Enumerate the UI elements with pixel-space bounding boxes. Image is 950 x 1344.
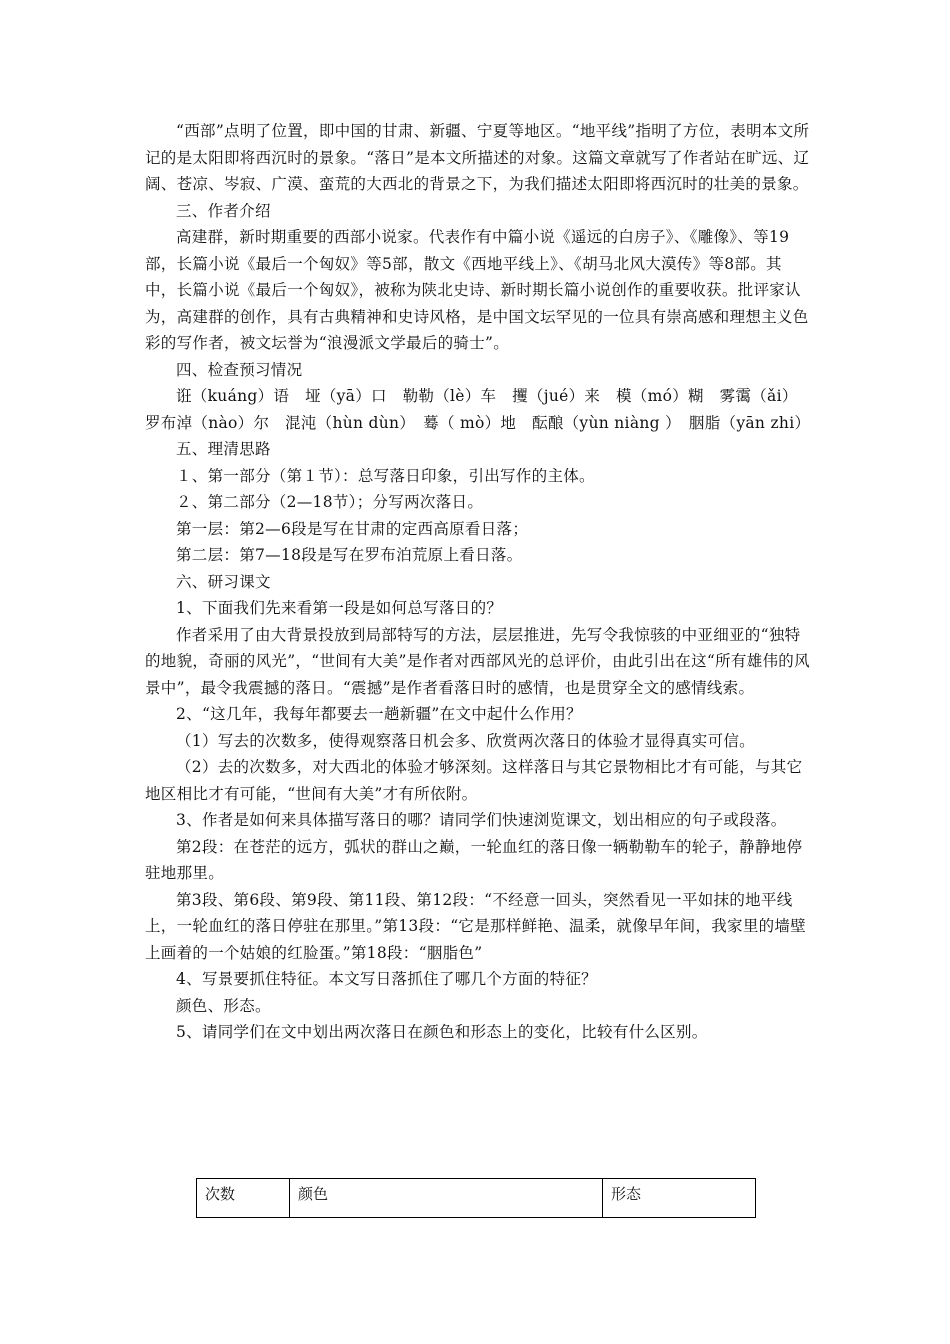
- question-1: 1、下面我们先来看第一段是如何总写落日的？: [176, 599, 503, 617]
- outline-part-1: １、第一部分（第１节）：总写落日印象，引出写作的主体。: [176, 466, 595, 485]
- heading-author-intro: 三、作者介绍: [176, 201, 271, 220]
- answer-2b: （2）去的次数多，对大西北的体验才够深刻。这样落日与其它景物相比才有可能，与其它地区相比才有可能，“世间有大美”才有所依附。: [145, 758, 803, 803]
- question-4: 4、写景要抓住特征。本文写日落抓住了哪几个方面的特征？: [176, 970, 597, 988]
- table-header-color: 颜色: [290, 1179, 603, 1218]
- paragraph-title-explanation: “西部”点明了位置，即中国的甘肃、新疆、宁夏等地区。“地平线”指明了方位，表明本文所记的是太阳即将西沉时的景象。“落日”是本文所描述的对象。这篇文章就写了作者站在旷远、辽阔、苍凉、岑寂、广漠、蛮荒的大西北的背景之下，为我们描述太阳即将西沉时的壮美的景象。: [145, 122, 810, 193]
- question-2: 2、“这几年，我每年都要去一趟新疆”在文中起什么作用？: [176, 705, 582, 723]
- outline-layer-2: 第二层：第7—18段是写在罗布泊荒原上看日落。: [176, 546, 523, 564]
- comparison-table: [196, 1178, 756, 1218]
- document-body: [145, 118, 813, 1046]
- answer-1: 作者采用了由大背景投放到局部特写的方法，层层推进，先写令我惊骇的中亚细亚的“独特的地貌，奇丽的风光”，“世间有大美”是作者对西部风光的总评价，由此引出在这“所有雄伟的风景中”，最令我震撼的落日。“震撼”是作者看落日时的感情，也是贯穿全文的感情线索。: [145, 625, 810, 697]
- paragraph-vocabulary: 诳（kuáng）语 垭（yā）口 勒勒（lè）车 攫（jué）来 模（mó）糊 雾霭（ǎi） 罗布淖（nào）尔 混沌（hùn dùn） 蓦（ mò）地 酝酿（yùn niàng ） 胭脂（yān zhi）: [145, 387, 811, 432]
- paragraph-author: 高建群，新时期重要的西部小说家。代表作有中篇小说《遥远的白房子》、《雕像》、等19部，长篇小说《最后一个匈奴》等5部，散文《西地平线上》、《胡马北风大漠传》等8部。其中，长篇小说《最后一个匈奴》，被称为陕北史诗、新时期长篇小说创作的重要收获。批评家认为，高建群的创作，具有古典精神和史诗风格，是中国文坛罕见的一位具有崇高感和理想主义色彩的写作者，被文坛誉为“浪漫派文学最后的骑士”。: [145, 228, 809, 352]
- heading-preview-check: 四、检查预习情况: [176, 360, 303, 379]
- heading-study-text: 六、研习课文: [176, 572, 271, 591]
- heading-outline: 五、理清思路: [176, 440, 271, 458]
- table-header-row: [197, 1179, 756, 1218]
- answer-2a: （1）写去的次数多，使得观察落日机会多、欣赏两次落日的体验才显得真实可信。: [176, 731, 755, 750]
- question-5: 5、请同学们在文中划出两次落日在颜色和形态上的变化，比较有什么区别。: [176, 1023, 708, 1041]
- answer-4: 颜色、形态。: [176, 996, 271, 1015]
- question-3: 3、作者是如何来具体描写落日的哪？请同学们快速浏览课文，划出相应的句子或段落。: [176, 811, 787, 829]
- answer-3a: 第2段：在苍茫的远方，弧状的群山之巅，一轮血红的落日像一辆勒勒车的轮子，静静地停驻地那里。: [145, 837, 803, 882]
- table-header-shape: 形态: [603, 1179, 756, 1218]
- table-header-count: 次数: [197, 1179, 290, 1218]
- outline-part-2: ２、第二部分（2—18节）；分写两次落日。: [176, 493, 484, 511]
- outline-layer-1: 第一层：第2—6段是写在甘肃的定西高原看日落；: [176, 519, 529, 538]
- answer-3b: 第3段、第6段、第9段、第11段、第12段：“不经意一回头，突然看见一平如抹的地平线上，一轮血红的落日停驻在那里。”第13段：“它是那样鲜艳、温柔，就像早年间，我家里的墙壁上画着的一个姑娘的红脸蛋。”第18段：“胭脂色”: [145, 890, 807, 962]
